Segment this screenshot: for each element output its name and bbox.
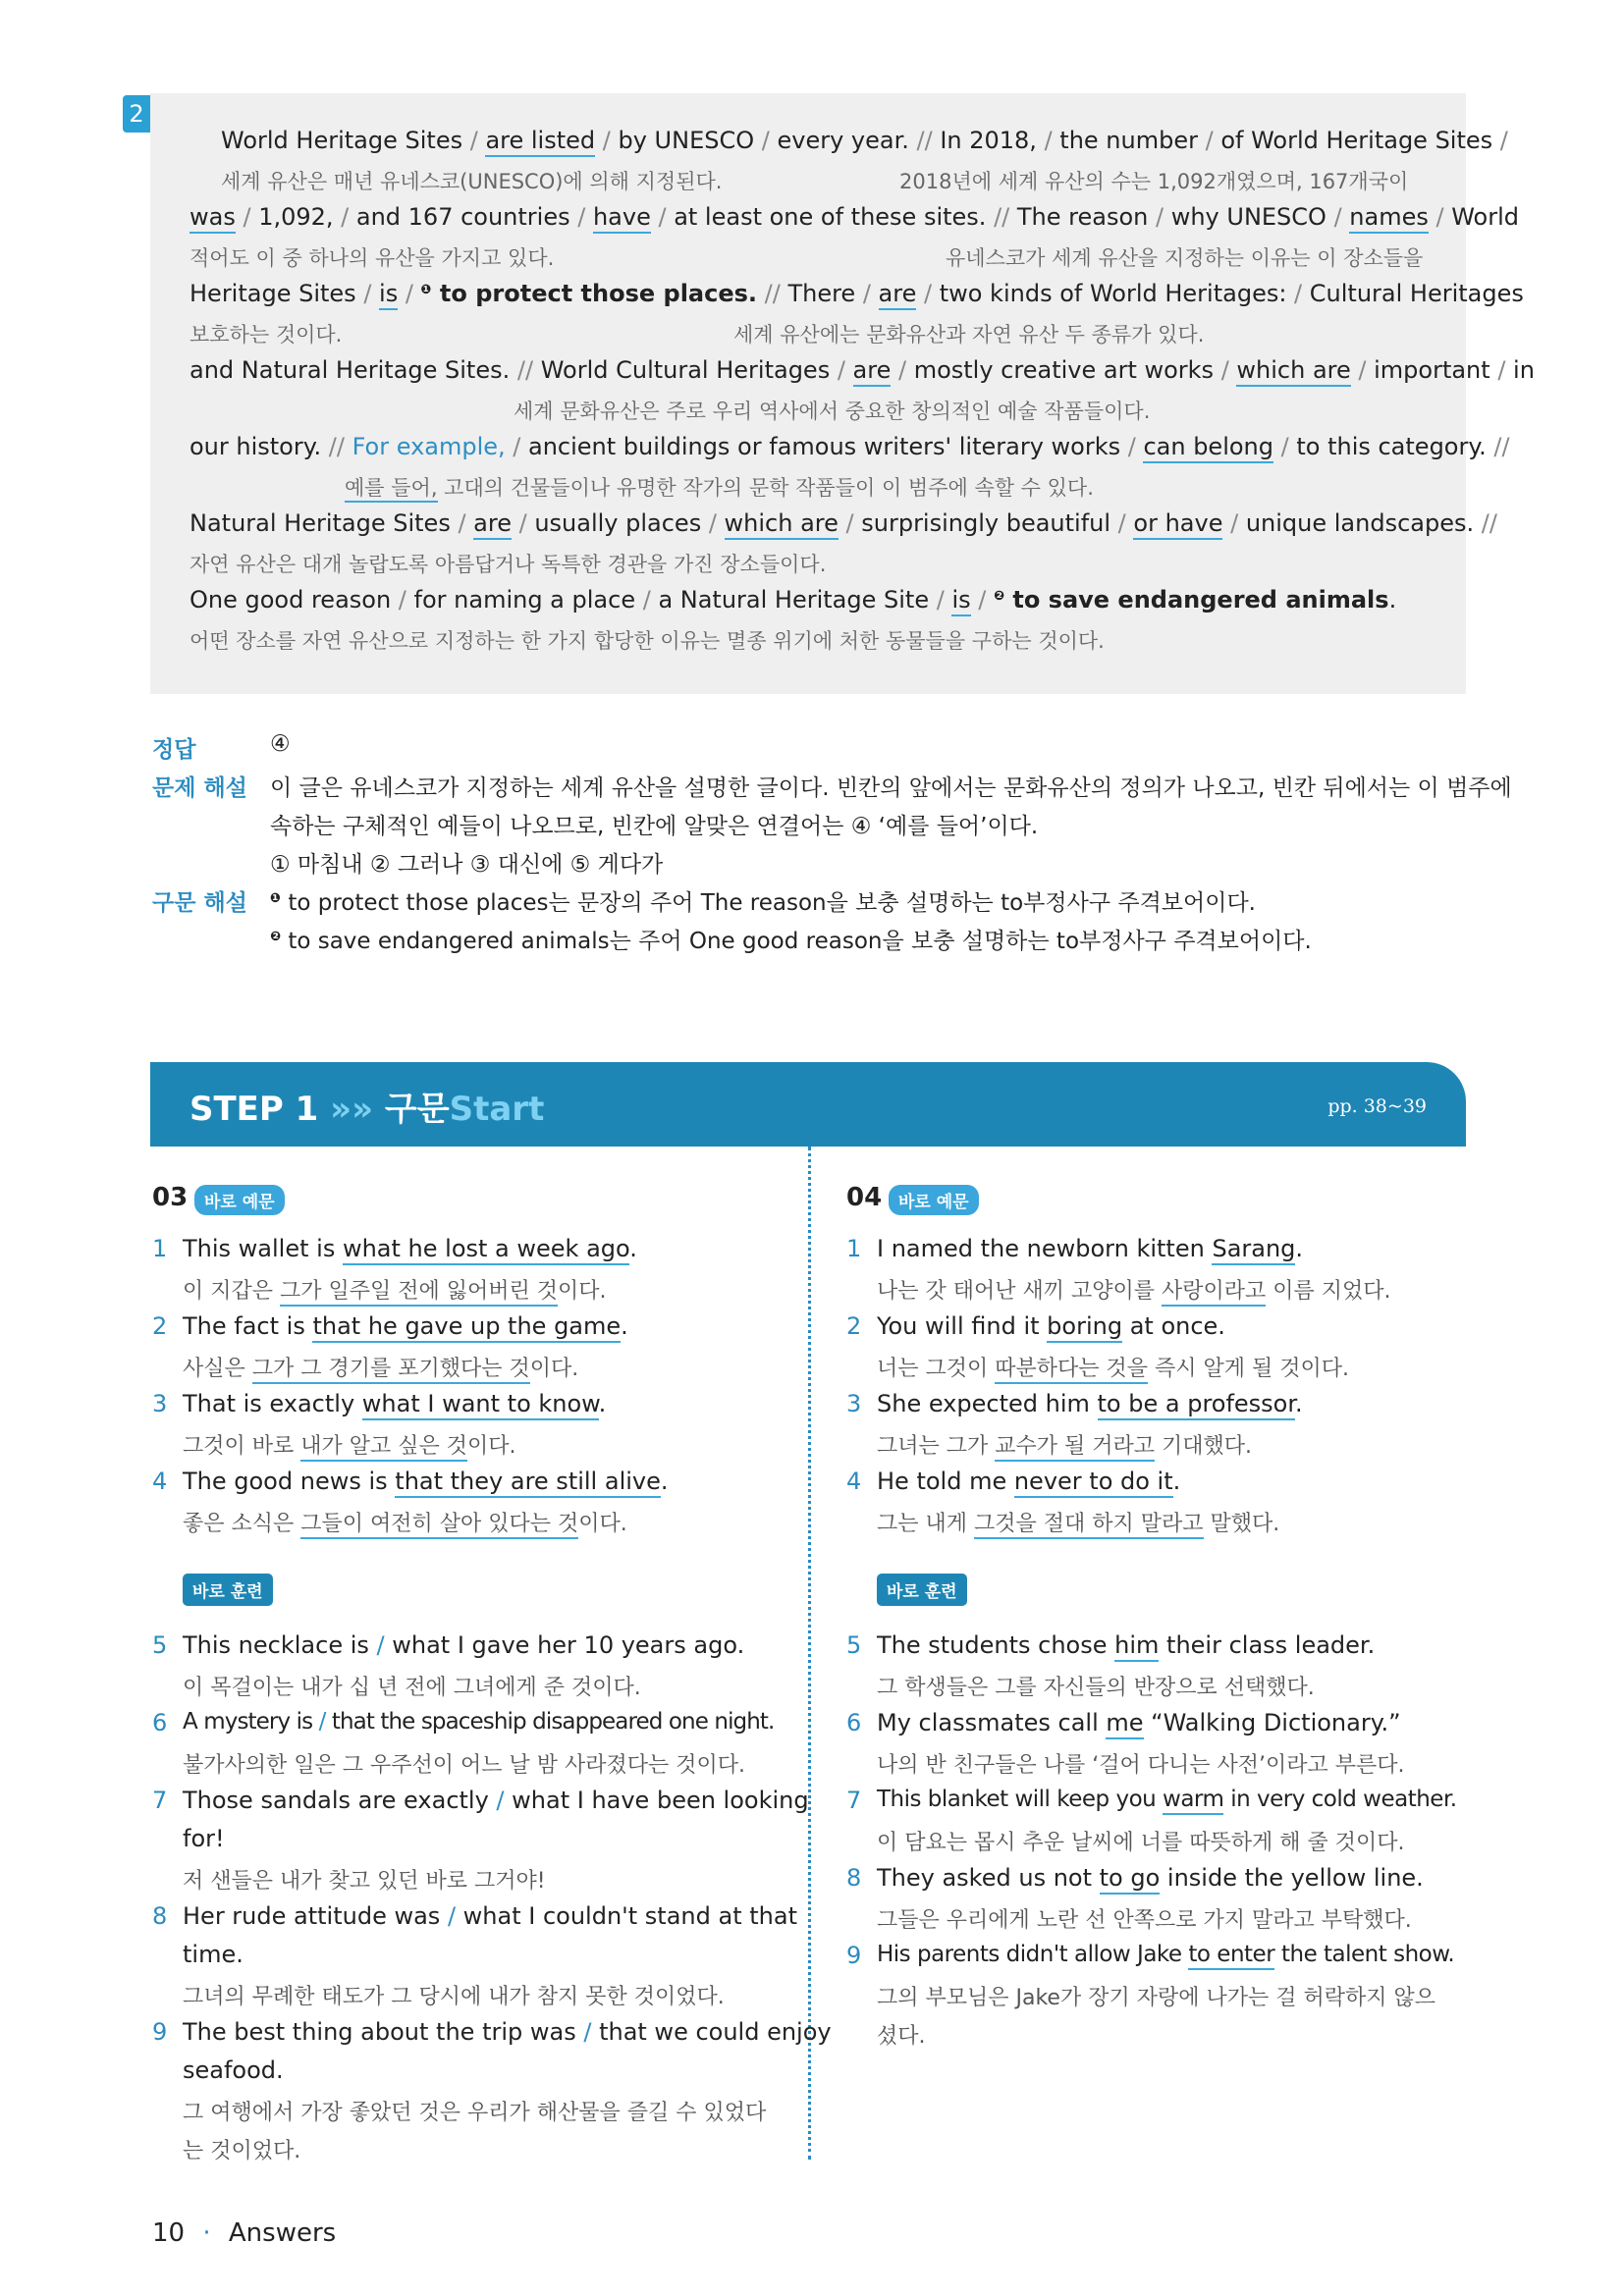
- item-number: 9: [846, 1942, 862, 1969]
- practice-sentence: Those sandals are exactly / what I have been looking: [183, 1787, 809, 1814]
- footer-label: Answers: [228, 2218, 337, 2248]
- practice-translation-cont: 셨다.: [877, 2024, 926, 2049]
- passage-line-5: our history. // For example, / ancient buildings or famous writers' literary works / can belong / to this category. //: [189, 433, 1510, 460]
- item-number: 4: [846, 1468, 862, 1495]
- item-number: 3: [846, 1390, 862, 1417]
- passage-translation-7: 어떤 장소를 자연 유산으로 지정하는 한 가지 합당한 이유는 멸종 위기에 처한 동물들을 구하는 것이다.: [189, 629, 1105, 653]
- practice-sentence: This blanket will keep you warm in very cold weather.: [877, 1787, 1457, 1812]
- question-number: 2: [123, 95, 150, 133]
- passage-translation-4: 세계 문화유산은 주로 우리 역사에서 중요한 창의적인 예술 작품들이다.: [514, 400, 1151, 423]
- practice-sentence-cont: seafood.: [183, 2056, 284, 2084]
- passage-line-1: World Heritage Sites / are listed / by UNESCO / every year. // In 2018, / the number / of World Heritage Sites /: [221, 127, 1508, 154]
- item-number: 2: [152, 1312, 168, 1340]
- example-translation: 좋은 소식은 그들이 여전히 살아 있다는 것이다.: [183, 1507, 627, 1537]
- practice-translation: 그들은 우리에게 노란 선 안쪽으로 가지 말라고 부탁했다.: [877, 1908, 1412, 1933]
- practice-translation: 나의 반 친구들은 나를 ‘걸어 다니는 사전’이라고 부른다.: [877, 1753, 1405, 1778]
- passage-translation-3b: 세계 유산에는 문화유산과 자연 유산 두 종류가 있다.: [733, 323, 1205, 347]
- section-number-04: 04: [846, 1183, 883, 1212]
- passage-translation-1b: 2018년에 세계 유산의 수는 1,092개였으며, 167개국이: [899, 170, 1409, 193]
- passage-line-2: was / 1,092, / and 167 countries / have / at least one of these sites. // The reason / why UNESCO / names / World: [189, 203, 1519, 231]
- example-sentence: That is exactly what I want to know.: [183, 1390, 606, 1417]
- practice-sentence: The best thing about the trip was / that we could enjoy: [183, 2018, 832, 2046]
- example-translation: 너는 그것이 따분하다는 것을 즉시 알게 될 것이다.: [877, 1352, 1349, 1382]
- item-number: 9: [152, 2018, 168, 2046]
- column-divider: [808, 1147, 811, 2160]
- practice-sentence-cont: time.: [183, 1941, 244, 1968]
- explanation-line-3: ① 마침내 ② 그러나 ③ 대신에 ⑤ 게다가: [270, 852, 664, 878]
- item-number: 4: [152, 1468, 168, 1495]
- example-sentence: The good news is that they are still alive.: [183, 1468, 669, 1495]
- passage-translation-6: 자연 유산은 대개 놀랍도록 아름답거나 독특한 경관을 가진 장소들이다.: [189, 553, 827, 576]
- page-footer: [152, 2218, 336, 2248]
- passage-box: [150, 93, 1535, 694]
- item-number: 1: [846, 1235, 862, 1262]
- example-translation: 사실은 그가 그 경기를 포기했다는 것이다.: [183, 1352, 578, 1382]
- syntax-line-1: $^❶$ to protect those places는 문장의 주어 The reason을 보충 설명하는 to부정사구 주격보어이다.: [270, 890, 1256, 916]
- passage-line-3: Heritage Sites / is / $^❶$ to protect those places. // There / are / two kinds of World Heritages: / Cultural Heritages: [189, 280, 1524, 307]
- practice-translation: 이 담요는 몹시 추운 날씨에 너를 따뜻하게 해 줄 것이다.: [877, 1831, 1405, 1855]
- example-translation: 나는 갓 태어난 새끼 고양이를 사랑이라고 이름 지었다.: [877, 1274, 1391, 1305]
- step-title: STEP 1 »» 구문Start: [189, 1090, 545, 1129]
- example-translation: 이 지갑은 그가 일주일 전에 잃어버린 것이다.: [183, 1274, 607, 1305]
- example-translation: 그는 내게 그것을 절대 하지 말라고 말했다.: [877, 1507, 1279, 1537]
- practice-sentence-cont: for!: [183, 1825, 225, 1852]
- example-translation: 그것이 바로 내가 알고 싶은 것이다.: [183, 1429, 516, 1460]
- practice-translation: 저 샌들은 내가 찾고 있던 바로 그거야!: [183, 1869, 546, 1894]
- item-number: 6: [152, 1709, 168, 1736]
- practice-translation: 그의 부모님은 Jake가 장기 자랑에 나가는 걸 허락하지 않으: [877, 1986, 1435, 2010]
- practice-translation: 그 여행에서 가장 좋았던 것은 우리가 해산물을 즐길 수 있었다: [183, 2101, 767, 2125]
- practice-sentence: A mystery is / that the spaceship disappeared one night.: [183, 1709, 775, 1735]
- example-sentence: You will find it boring at once.: [877, 1312, 1225, 1340]
- passage-translation-2b: 유네스코가 세계 유산을 지정하는 이유는 이 장소들을: [946, 246, 1424, 270]
- item-number: 2: [846, 1312, 862, 1340]
- practice-sentence: This necklace is / what I gave her 10 years ago.: [183, 1631, 745, 1659]
- step-header: [150, 1062, 1466, 1147]
- page-number: 10: [152, 2218, 186, 2248]
- passage-line-4: and Natural Heritage Sites. // World Cultural Heritages / are / mostly creative art works / which are / important / in: [189, 356, 1535, 384]
- page-reference: pp. 38~39: [1327, 1095, 1427, 1117]
- example-badge: 바로 예문: [194, 1185, 285, 1215]
- practice-sentence: They asked us not to go inside the yellow line.: [877, 1864, 1424, 1892]
- passage-translation-1a: 세계 유산은 매년 유네스코(UNESCO)에 의해 지정된다.: [221, 170, 723, 193]
- passage-translation-3a: 보호하는 것이다.: [189, 323, 343, 347]
- item-number: 1: [152, 1235, 168, 1262]
- section-number-03: 03: [152, 1183, 189, 1212]
- example-badge: 바로 예문: [889, 1185, 979, 1215]
- item-number: 5: [846, 1631, 862, 1659]
- separator-dot: ·: [202, 2218, 211, 2248]
- item-number: 7: [152, 1787, 168, 1814]
- example-sentence: She expected him to be a professor.: [877, 1390, 1303, 1417]
- explanation-label: 문제 해설: [152, 775, 247, 801]
- example-translation: 그녀는 그가 교수가 될 거라고 기대했다.: [877, 1429, 1252, 1460]
- example-sentence: I named the newborn kitten Sarang.: [877, 1235, 1303, 1262]
- passage-translation-2a: 적어도 이 중 하나의 유산을 가지고 있다.: [189, 246, 555, 270]
- practice-translation: 불가사의한 일은 그 우주선이 어느 날 밤 사라졌다는 것이다.: [183, 1753, 745, 1778]
- double-chevron-icon: »»: [330, 1090, 374, 1129]
- passage-translation-5: 예를 들어, 고대의 건물들이나 유명한 작가의 문학 작품들이 이 범주에 속할 수 있다.: [345, 472, 1094, 502]
- explanation-line-1: 이 글은 유네스코가 지정하는 세계 유산을 설명한 글이다. 빈칸의 앞에서는 문화유산의 정의가 나오고, 빈칸 뒤에서는 이 범주에: [270, 775, 1512, 801]
- passage-line-7: One good reason / for naming a place / a Natural Heritage Site / is / $^❷$ to save endangered animals.: [189, 586, 1396, 614]
- example-sentence: This wallet is what he lost a week ago.: [183, 1235, 637, 1262]
- syntax-label: 구문 해설: [152, 890, 247, 916]
- example-sentence: The fact is that he gave up the game.: [183, 1312, 628, 1340]
- item-number: 6: [846, 1709, 862, 1736]
- practice-sentence: My classmates call me “Walking Dictionary.”: [877, 1709, 1401, 1736]
- explanation-line-2: 속하는 구체적인 예들이 나오므로, 빈칸에 알맞은 연결어는 ④ ‘예를 들어’이다.: [270, 814, 1039, 839]
- practice-translation-cont: 는 것이었다.: [183, 2139, 301, 2163]
- practice-sentence: His parents didn't allow Jake to enter the talent show.: [877, 1942, 1454, 1967]
- syntax-line-2: $^❷$ to save endangered animals는 주어 One good reason을 보충 설명하는 to부정사구 주격보어이다.: [270, 929, 1312, 954]
- practice-translation: 그녀의 무례한 태도가 그 당시에 내가 참지 못한 것이었다.: [183, 1985, 725, 2009]
- item-number: 8: [846, 1864, 862, 1892]
- practice-translation: 이 목걸이는 내가 십 년 전에 그녀에게 준 것이다.: [183, 1676, 641, 1700]
- practice-badge: 바로 훈련: [877, 1574, 967, 1606]
- item-number: 5: [152, 1631, 168, 1659]
- item-number: 3: [152, 1390, 168, 1417]
- example-sentence: He told me never to do it.: [877, 1468, 1180, 1495]
- practice-badge: 바로 훈련: [183, 1574, 273, 1606]
- answer-label: 정답: [152, 737, 196, 763]
- item-number: 8: [152, 1902, 168, 1930]
- passage-line-6: Natural Heritage Sites / are / usually places / which are / surprisingly beautiful / or have / unique landscapes. //: [189, 509, 1497, 537]
- item-number: 7: [846, 1787, 862, 1814]
- answer-value: ④: [270, 731, 291, 757]
- practice-sentence: The students chose him their class leader.: [877, 1631, 1375, 1659]
- practice-translation: 그 학생들은 그를 자신들의 반장으로 선택했다.: [877, 1676, 1315, 1700]
- practice-sentence: Her rude attitude was / what I couldn't stand at that: [183, 1902, 797, 1930]
